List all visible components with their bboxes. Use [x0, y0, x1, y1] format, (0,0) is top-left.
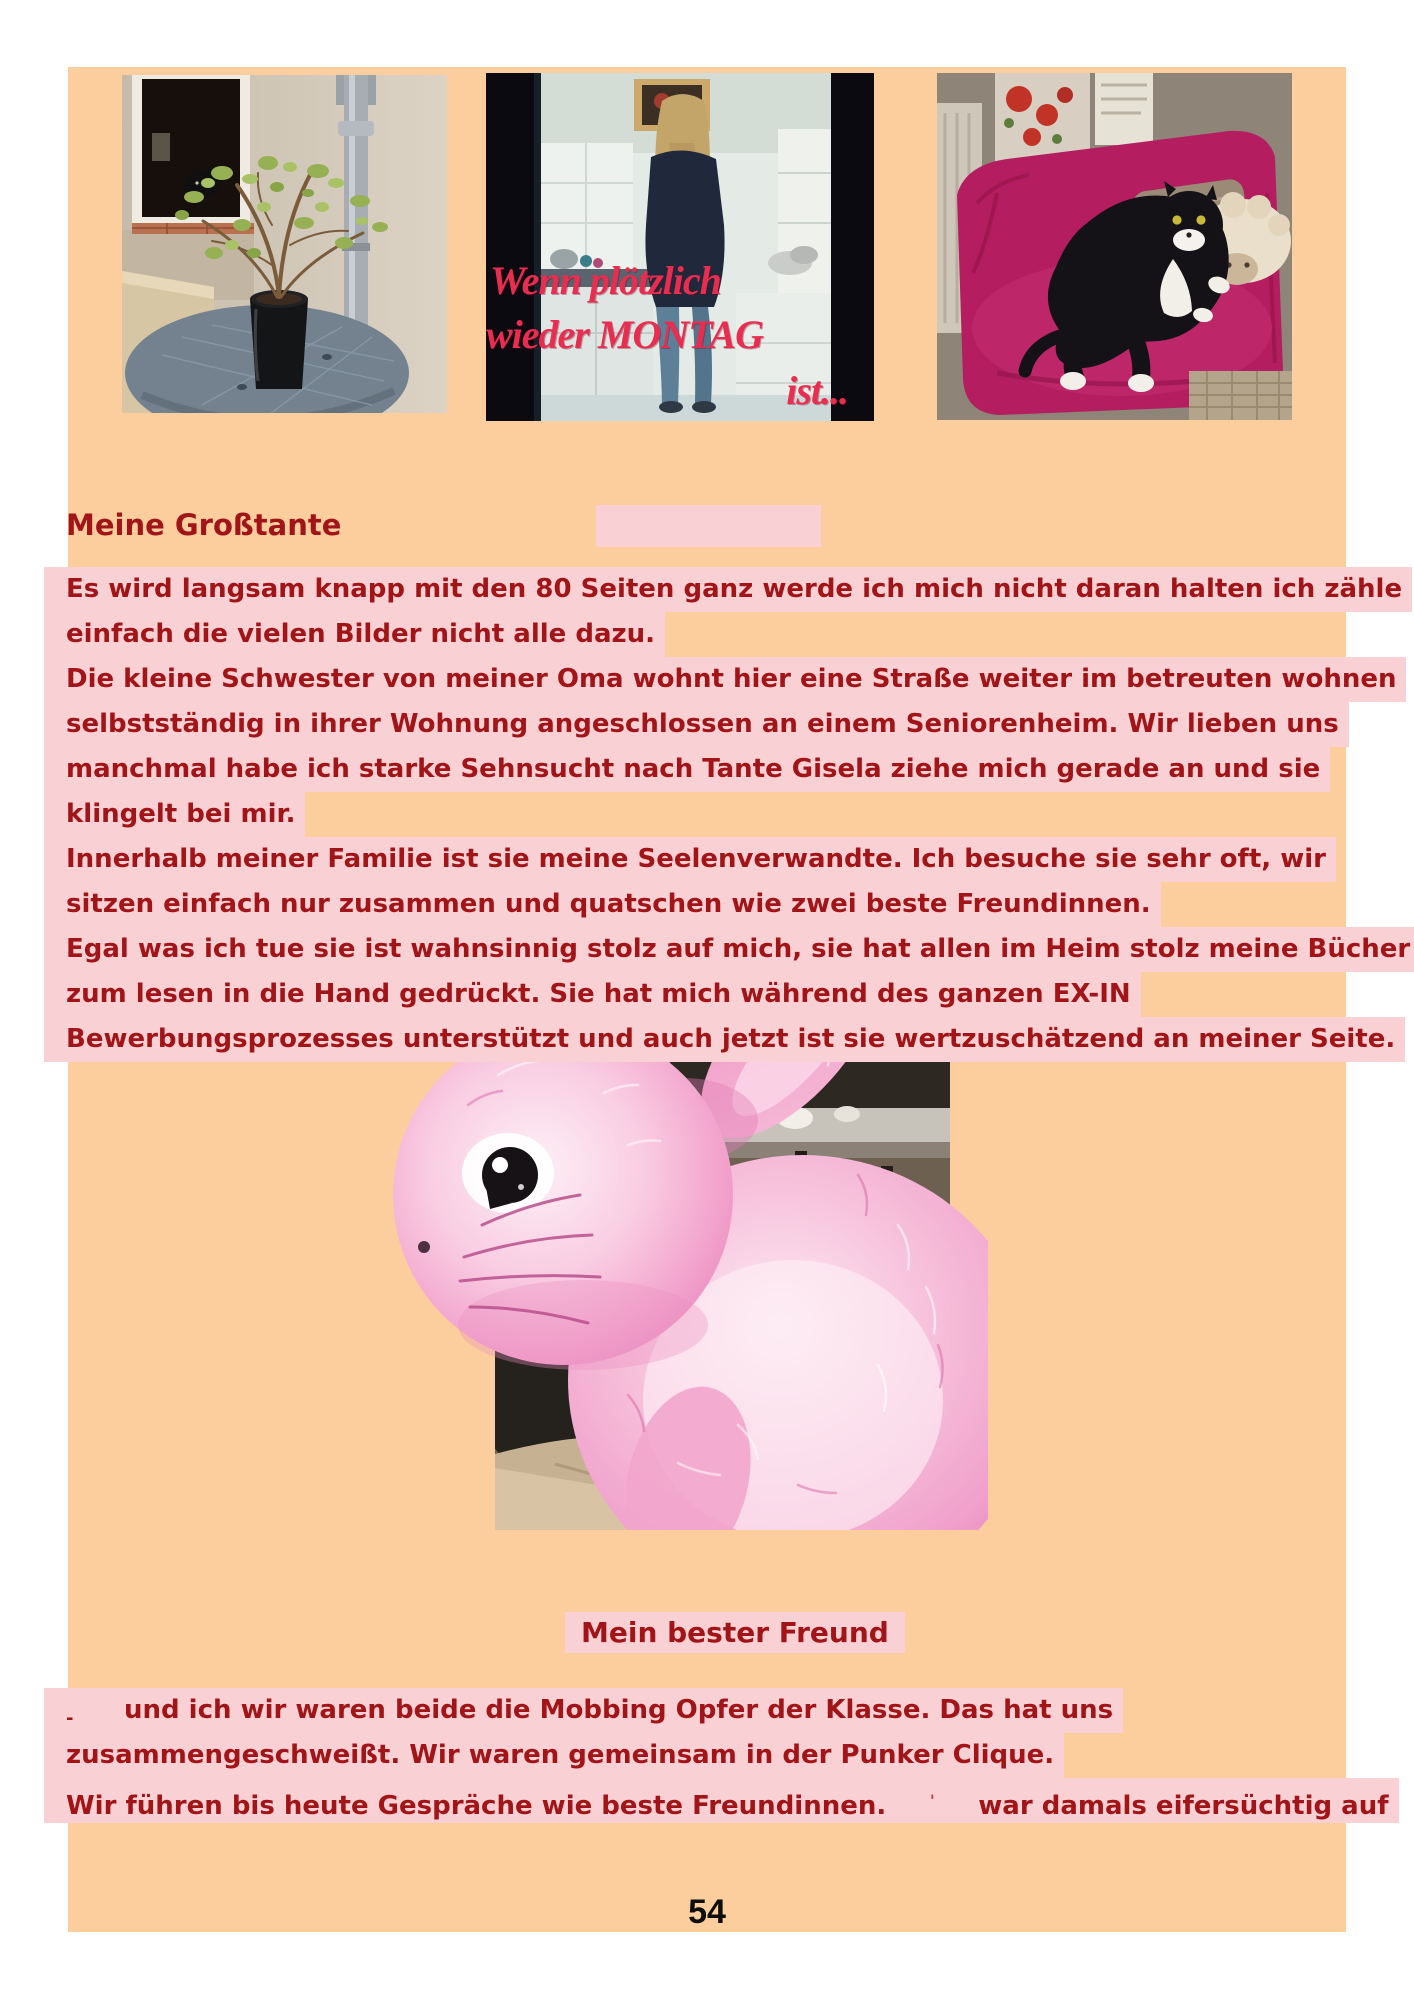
- paragraph-great-aunt: [44, 567, 1414, 1062]
- cat-on-sofa-photo: [937, 73, 1292, 420]
- text-line: [44, 792, 1414, 837]
- highlighted-text: zusammengeschweißt. Wir waren gemeinsam in der Punker Clique.: [44, 1733, 1064, 1778]
- meme-text-line-3: ist...: [786, 368, 848, 413]
- balcony-plant-photo: [122, 75, 447, 413]
- highlighted-text: Es wird langsam knapp mit den 80 Seiten ganz werde ich mich nicht daran halten ich zähle: [44, 567, 1412, 612]
- highlighted-text: einfach die vielen Bilder nicht alle dazu.: [44, 612, 665, 657]
- highlighted-text: [44, 1688, 1123, 1733]
- highlighted-text: Bewerbungsprozesses unterstützt und auch jetzt ist sie wertzuschätzend an meiner Seite.: [44, 1017, 1405, 1062]
- redacted-name-mark: -: [66, 1708, 74, 1729]
- text-segment: war damals eifersüchtig auf: [978, 1791, 1389, 1821]
- text-line: [44, 927, 1414, 972]
- redacted-name-gap: ': [929, 1791, 935, 1810]
- text-line: [44, 1017, 1414, 1062]
- text-line: [44, 1733, 1399, 1778]
- highlighted-text: sitzen einfach nur zusammen und quatschen wie zwei beste Freundinnen.: [44, 882, 1161, 927]
- paragraph-best-friend: [44, 1688, 1399, 1823]
- redacted-name-box: [596, 505, 821, 547]
- highlighted-text: zum lesen in die Hand gedrückt. Sie hat mich während des ganzen EX-IN: [44, 972, 1141, 1017]
- balcony-plant-image: [122, 75, 447, 413]
- text-line: [44, 747, 1414, 792]
- text-line: [44, 657, 1414, 702]
- cat-sofa-image: [937, 73, 1292, 420]
- text-line: [44, 837, 1414, 882]
- page-number: 54: [688, 1893, 726, 1931]
- text-line: [44, 612, 1414, 657]
- text-line: [44, 567, 1414, 612]
- highlighted-text: Die kleine Schwester von meiner Oma wohnt hier eine Straße weiter im betreuten wohnen: [44, 657, 1406, 702]
- highlighted-text: Innerhalb meiner Familie ist sie meine Seelenverwandte. Ich besuche sie sehr oft, wir: [44, 837, 1336, 882]
- highlighted-text: selbstständig in ihrer Wohnung angeschlossen an einem Seniorenheim. Wir lieben uns: [44, 702, 1349, 747]
- highlighted-text: klingelt bei mir.: [44, 792, 305, 837]
- text-line: [44, 1688, 1399, 1733]
- text-segment: und ich wir waren beide die Mobbing Opfer der Klasse. Das hat uns: [124, 1695, 1114, 1725]
- highlighted-text: [44, 1778, 1399, 1823]
- text-line: [44, 702, 1414, 747]
- monday-meme-photo: [486, 73, 874, 421]
- text-line: [44, 1778, 1399, 1823]
- text-segment: Wir führen bis heute Gespräche wie beste Freundinnen.: [66, 1791, 887, 1821]
- meme-text-line-1: Wenn plötzlich: [490, 258, 721, 303]
- highlighted-text: Egal was ich tue sie ist wahnsinnig stolz auf mich, sie hat allen im Heim stolz meine Bücher: [44, 927, 1414, 972]
- text-line: [44, 972, 1414, 1017]
- meme-text-line-2: wieder MONTAG: [486, 312, 763, 357]
- highlighted-text: manchmal habe ich starke Sehnsucht nach Tante Gisela ziehe mich gerade an und sie: [44, 747, 1330, 792]
- heading-best-friend: Mein bester Freund: [565, 1612, 905, 1653]
- text-line: [44, 882, 1414, 927]
- heading-great-aunt: Meine Großtante: [66, 508, 342, 542]
